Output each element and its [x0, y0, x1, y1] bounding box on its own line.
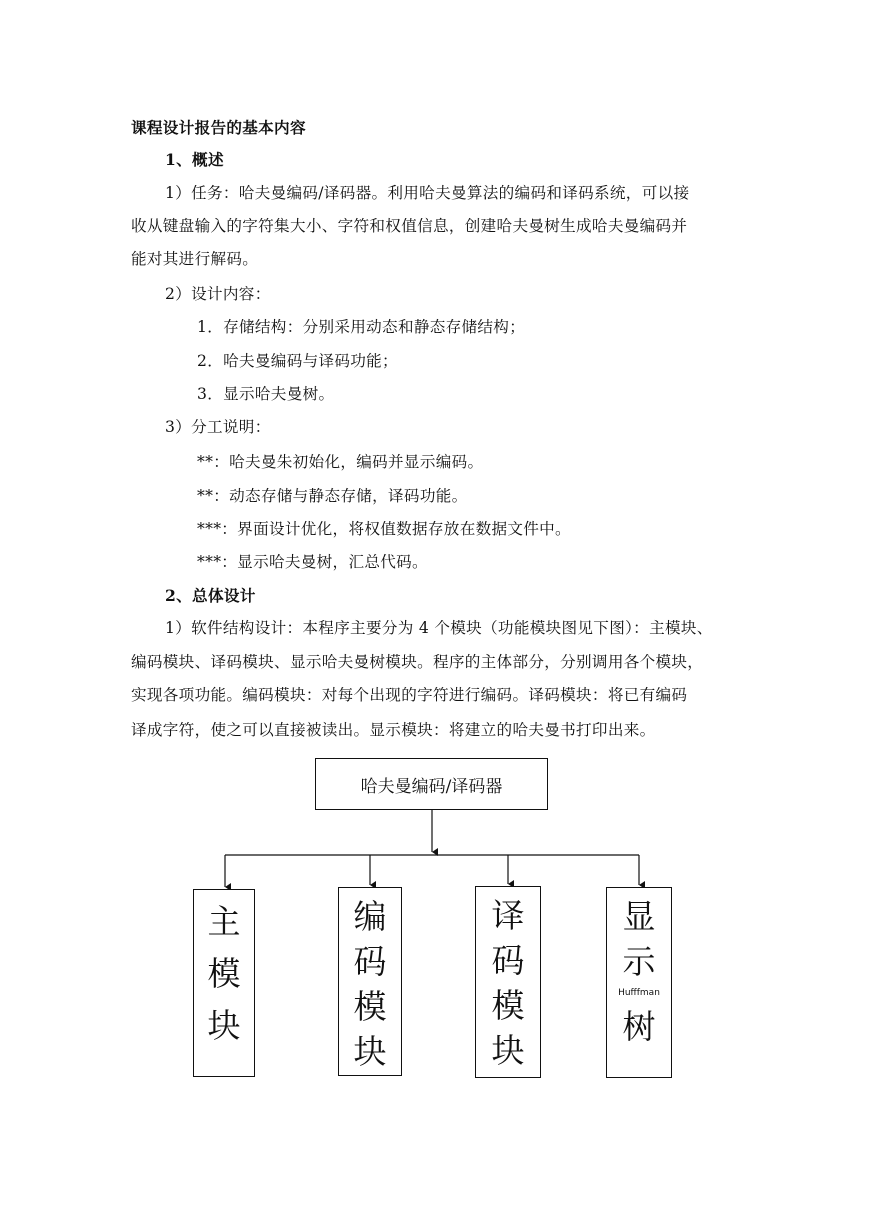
- division-item-4: ***：显示哈夫曼树，汇总代码。: [197, 553, 428, 571]
- main-module-box: [193, 889, 255, 1077]
- structure-paragraph-line-4: 译成字符，使之可以直接被读出。显示模块：将建立的哈夫曼书打印出来。: [131, 721, 656, 739]
- design-content-label: 2）设计内容：: [165, 285, 271, 303]
- section-1-heading: 1、概述: [165, 150, 224, 169]
- structure-paragraph-line-1: 1）软件结构设计：本程序主要分为 4 个模块（功能模块图见下图）：主模块、: [165, 619, 713, 637]
- encode-module-box: [338, 887, 402, 1076]
- structure-paragraph-line-2: 编码模块、译码模块、显示哈夫曼树模块。程序的主体部分，分别调用各个模块，: [131, 653, 704, 671]
- display-module-char-1: 显: [622, 897, 656, 936]
- design-item-3: 3．显示哈夫曼树。: [197, 385, 335, 403]
- display-module-char-2: 示: [622, 942, 656, 981]
- decode-module-box: [475, 886, 541, 1078]
- task-paragraph-line-3: 能对其进行解码。: [131, 250, 259, 268]
- display-module-char-3: 树: [622, 1007, 656, 1046]
- root-module-box: [315, 758, 548, 810]
- display-module-box: [606, 887, 672, 1078]
- task-paragraph-line-2: 收从键盘输入的字符集大小、字符和权值信息，创建哈夫曼树生成哈夫曼编码并: [131, 217, 688, 235]
- page-title: 课程设计报告的基本内容: [131, 118, 306, 137]
- encode-module-char-2: 码: [353, 942, 387, 981]
- structure-paragraph-line-3: 实现各项功能。编码模块：对每个出现的字符进行编码。译码模块：将已有编码: [131, 686, 688, 704]
- encode-module-char-4: 块: [353, 1032, 387, 1071]
- division-label: 3）分工说明：: [165, 418, 271, 436]
- main-module-char-1: 主: [207, 902, 241, 941]
- main-module-char-2: 模: [207, 954, 241, 993]
- encode-module-char-1: 编: [353, 897, 387, 936]
- decode-module-char-4: 块: [491, 1031, 525, 1070]
- display-module-small-label: Hufffman: [618, 988, 660, 998]
- division-item-1: **：哈夫曼朱初始化，编码并显示编码。: [197, 453, 484, 471]
- design-item-1: 1．存储结构：分别采用动态和静态存储结构；: [197, 318, 526, 336]
- decode-module-char-2: 码: [491, 941, 525, 980]
- design-item-2: 2．哈夫曼编码与译码功能；: [197, 352, 398, 370]
- section-2-heading: 2、总体设计: [165, 586, 256, 605]
- task-paragraph-line-1: 1）任务：哈夫曼编码/译码器。利用哈夫曼算法的编码和译码系统，可以接: [165, 184, 690, 202]
- main-module-char-3: 块: [207, 1006, 241, 1045]
- root-module-label: 哈夫曼编码/译码器: [360, 776, 503, 797]
- decode-module-char-3: 模: [491, 986, 525, 1025]
- division-item-3: ***：界面设计优化，将权值数据存放在数据文件中。: [197, 520, 571, 538]
- encode-module-char-3: 模: [353, 987, 387, 1026]
- division-item-2: **：动态存储与静态存储，译码功能。: [197, 487, 468, 505]
- decode-module-char-1: 译: [491, 896, 525, 935]
